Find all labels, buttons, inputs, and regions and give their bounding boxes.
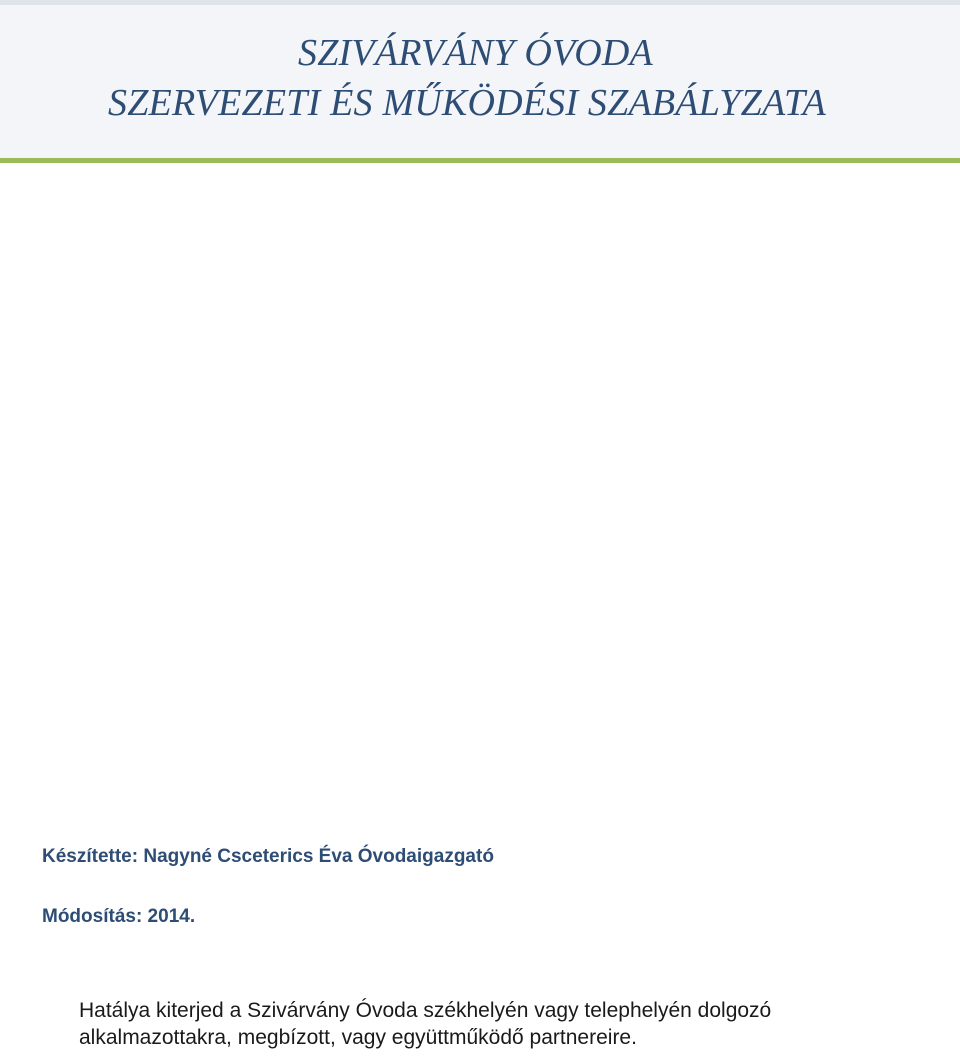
scope-line-1: Hatálya kiterjed a Szivárvány Óvoda székhelyén vagy telephelyén dolgozó — [79, 999, 772, 1022]
scope-line-2: alkalmazottakra, megbízott, vagy együttműködő partnereire. — [79, 1026, 637, 1049]
title-block — [0, 0, 960, 158]
document-title-line-1: SZIVÁRVÁNY ÓVODA — [298, 32, 653, 74]
title-divider — [0, 158, 960, 163]
page-top-border — [0, 0, 960, 5]
modification-date-line: Módosítás: 2014. — [42, 906, 196, 927]
document-title-line-2: SZERVEZETI ÉS MŰKÖDÉSI SZABÁLYZATA — [108, 82, 826, 124]
scope-paragraph — [79, 997, 939, 1051]
author-line: Készítette: Nagyné Csceterics Éva Óvodaigazgató — [42, 846, 494, 867]
